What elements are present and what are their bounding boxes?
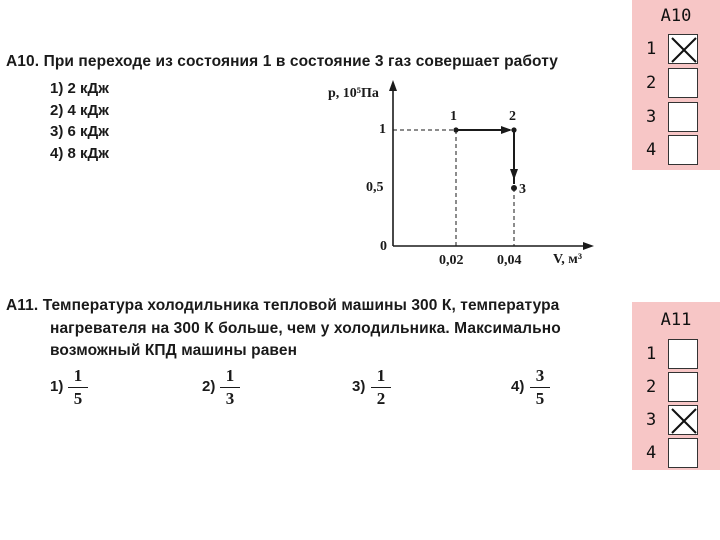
q11-option-1-den: 5 [73, 389, 83, 408]
point-label-2: 2 [509, 109, 516, 124]
q11-line-3: возможный КПД машины равен [50, 342, 298, 359]
q11-option-3-num: 1 [376, 366, 386, 385]
fraction-bar [220, 387, 240, 388]
pv-graph [320, 78, 610, 278]
cross-mark-icon [669, 35, 699, 65]
q11-line-2: нагревателя на 300 К больше, чем у холодильника. Максимально [50, 320, 561, 337]
q10-text: При переходе из состояния 1 в состояние 3 газ совершает работу [43, 53, 559, 70]
q11-option-3-den: 2 [376, 389, 386, 408]
q11-option-4-label: 4) [511, 378, 525, 395]
origin-label: 0 [380, 239, 387, 254]
answer-checkbox-a10-4[interactable] [668, 135, 698, 165]
q11-number: А11. [6, 297, 39, 314]
point-label-3: 3 [519, 182, 526, 197]
answer-number: 4 [646, 443, 657, 463]
q10-option-2: 2) 4 кДж [50, 102, 109, 119]
answer-number: 1 [646, 39, 657, 59]
answer-panel-a10-title: А10 [660, 6, 692, 26]
q10-option-1: 1) 2 кДж [50, 80, 109, 97]
fraction-bar [371, 387, 391, 388]
answer-checkbox-a10-3[interactable] [668, 102, 698, 132]
answer-number: 3 [646, 410, 657, 430]
state-point-3 [511, 185, 517, 191]
q10-number: А10. [6, 53, 40, 70]
q11-option-3-fraction [371, 366, 391, 409]
q11-line-1 [6, 297, 559, 315]
answer-checkbox-a11-3[interactable] [668, 405, 698, 435]
answer-checkbox-a10-1[interactable] [668, 34, 698, 64]
answer-checkbox-a11-2[interactable] [668, 372, 698, 402]
fraction-bar [68, 387, 88, 388]
answer-number: 2 [646, 377, 657, 397]
y-tick-05: 0,5 [366, 180, 384, 195]
answer-panel-a10 [632, 0, 720, 170]
answer-row [632, 371, 720, 403]
q11-option-2-num: 1 [225, 366, 235, 385]
q11-option-2-den: 3 [225, 389, 235, 408]
point-label-1: 1 [450, 109, 457, 124]
state-point-1 [453, 127, 458, 132]
v-axis-arrow [583, 242, 594, 250]
q11-option-4-den: 5 [535, 389, 545, 408]
state-point-2 [511, 127, 516, 132]
q11-option-3-label: 3) [352, 378, 366, 395]
q11-option-4-fraction [530, 366, 550, 409]
p-axis-arrow [389, 80, 397, 91]
q10-option-4: 4) 8 кДж [50, 145, 109, 162]
answer-panel-a11-title: А11 [660, 310, 692, 330]
answer-number: 2 [646, 73, 657, 93]
x-tick-004: 0,04 [497, 253, 522, 268]
answer-number: 3 [646, 107, 657, 127]
cross-mark-icon [669, 406, 699, 436]
q10-option-3: 3) 6 кДж [50, 123, 109, 140]
answer-number: 4 [646, 140, 657, 160]
answer-row [632, 404, 720, 436]
answer-row [632, 338, 720, 370]
y-tick-1: 1 [379, 122, 386, 137]
v-axis-label: V, м³ [553, 252, 583, 267]
answer-checkbox-a11-4[interactable] [668, 438, 698, 468]
process-1-2-arrow [501, 126, 512, 134]
answer-row [632, 67, 720, 99]
q11-option-2-fraction [220, 366, 240, 409]
q11-text-1: Температура холодильника тепловой машины 300 К, температура [42, 297, 560, 314]
answer-checkbox-a11-1[interactable] [668, 339, 698, 369]
answer-number: 1 [646, 344, 657, 364]
q10-heading [6, 53, 558, 71]
fraction-bar [530, 387, 550, 388]
answer-row [632, 134, 720, 166]
answer-row [632, 33, 720, 65]
x-tick-002: 0,02 [439, 253, 464, 268]
answer-row [632, 101, 720, 133]
p-axis-label: p, 10⁵Па [328, 86, 379, 101]
q11-option-1-label: 1) [50, 378, 64, 395]
process-2-3-arrow [510, 169, 518, 180]
answer-checkbox-a10-2[interactable] [668, 68, 698, 98]
q11-option-1-fraction [68, 366, 88, 409]
q11-option-1-num: 1 [73, 366, 83, 385]
q11-option-4-num: 3 [535, 366, 545, 385]
answer-panel-a11 [632, 302, 720, 470]
q11-option-2-label: 2) [202, 378, 216, 395]
answer-row [632, 437, 720, 469]
